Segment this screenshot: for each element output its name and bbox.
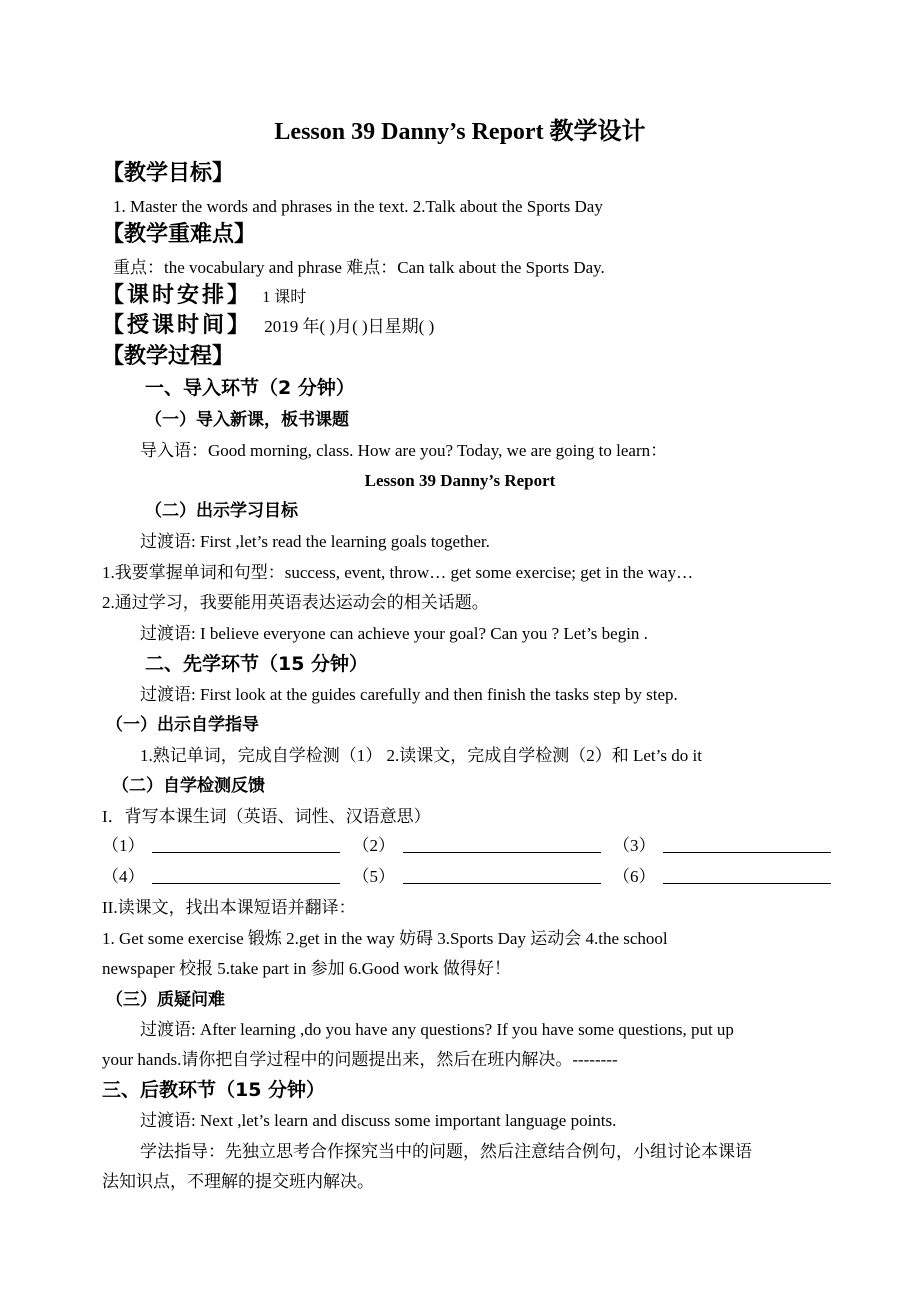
answer-blank-3[interactable] bbox=[663, 834, 831, 853]
blank-number-5: （5） bbox=[352, 867, 395, 886]
part1-goal-1: 1.我要掌握单词和句型：success, event, throw… get some exercise; get in the way… bbox=[102, 563, 694, 582]
schedule-heading: 【课时安排】 bbox=[102, 283, 253, 308]
part2-phrases-line-1: 1. Get some exercise 锻炼 2.get in the way 妨碍 3.Sports Day 运动会 4.the school bbox=[102, 929, 668, 948]
teaching-goals-text: 1. Master the words and phrases in the text. 2.Talk about the Sports Day bbox=[113, 197, 603, 216]
part2-heading: 二、先学环节（15 分钟） bbox=[145, 653, 369, 675]
blank-number-4: （4） bbox=[102, 867, 145, 886]
part1-transition-2: 过渡语: I believe everyone can achieve your goal? Can you ? Let’s begin . bbox=[140, 624, 648, 643]
part1-goal-2: 2.通过学习，我要能用英语表达运动会的相关话题。 bbox=[102, 593, 489, 612]
schedule-row bbox=[102, 282, 306, 312]
difficulty-heading: 【教学重难点】 bbox=[102, 222, 257, 247]
part1-heading: 一、导入环节（2 分钟） bbox=[145, 377, 355, 399]
part3-method-line-2: 法知识点，不理解的提交班内解决。 bbox=[102, 1172, 374, 1191]
document-title: Lesson 39 Danny’s Report 教学设计 bbox=[274, 119, 646, 145]
part1-lesson-title: Lesson 39 Danny’s Report bbox=[364, 471, 556, 490]
part2-phrases-line-2: newspaper 校报 5.take part in 参加 6.Good work 做得好！ bbox=[102, 959, 511, 978]
part2-subheading-1: （一）出示自学指导 bbox=[106, 715, 259, 735]
part2-subheading-2: （二）自学检测反馈 bbox=[112, 776, 265, 796]
blank-number-6: （6） bbox=[613, 867, 656, 886]
part2-transition: 过渡语: First look at the guides carefully and then finish the tasks step by step. bbox=[140, 685, 678, 704]
answer-blank-5[interactable] bbox=[403, 865, 601, 884]
answer-blank-1[interactable] bbox=[152, 834, 340, 853]
difficulty-text: 重点：the vocabulary and phrase 难点：Can talk about the Sports Day. bbox=[113, 258, 605, 277]
blank-number-2: （2） bbox=[352, 836, 395, 855]
part3-heading: 三、后教环节（15 分钟） bbox=[102, 1079, 326, 1101]
part2-task-2: II.读课文，找出本课短语并翻译： bbox=[102, 898, 356, 917]
answer-blank-2[interactable] bbox=[403, 834, 601, 853]
teaching-time-value: 2019 年( )月( )日星期( ) bbox=[264, 317, 435, 336]
part2-subheading-3: （三）质疑问难 bbox=[106, 990, 225, 1010]
part1-subheading-2: （二）出示学习目标 bbox=[145, 501, 298, 521]
teaching-time-heading: 【授课时间】 bbox=[102, 313, 253, 338]
part2-questions-line-1: 过渡语: After learning ,do you have any questions? If you have some questions, put up bbox=[140, 1020, 734, 1039]
answer-blank-6[interactable] bbox=[663, 865, 831, 884]
part2-task-1: I．背写本课生词（英语、词性、汉语意思） bbox=[102, 807, 431, 826]
part1-intro: 导入语：Good morning, class. How are you? Today, we are going to learn： bbox=[140, 441, 668, 460]
teaching-goals-heading: 【教学目标】 bbox=[102, 161, 235, 186]
blank-number-1: （1） bbox=[102, 836, 145, 855]
teaching-process-heading: 【教学过程】 bbox=[102, 344, 235, 369]
blank-row-2 bbox=[102, 865, 817, 889]
answer-blank-4[interactable] bbox=[152, 865, 340, 884]
part3-method-line-1: 学法指导：先独立思考合作探究当中的问题，然后注意结合例句，小组讨论本课语 bbox=[140, 1142, 752, 1161]
teaching-time-row bbox=[102, 312, 434, 342]
part3-transition: 过渡语: Next ,let’s learn and discuss some important language points. bbox=[140, 1111, 617, 1130]
part1-subheading-1: （一）导入新课，板书课题 bbox=[145, 410, 349, 430]
schedule-value: 1 课时 bbox=[262, 289, 307, 306]
part2-questions-line-2: your hands.请你把自学过程中的问题提出来，然后在班内解决。-------- bbox=[102, 1050, 618, 1069]
part2-guide: 1.熟记单词，完成自学检测（1） 2.读课文，完成自学检测（2）和 Let’s do it bbox=[140, 746, 702, 765]
blank-row-1 bbox=[102, 834, 817, 858]
part1-transition-1: 过渡语: First ,let’s read the learning goals together. bbox=[140, 532, 490, 551]
blank-number-3: （3） bbox=[613, 836, 656, 855]
